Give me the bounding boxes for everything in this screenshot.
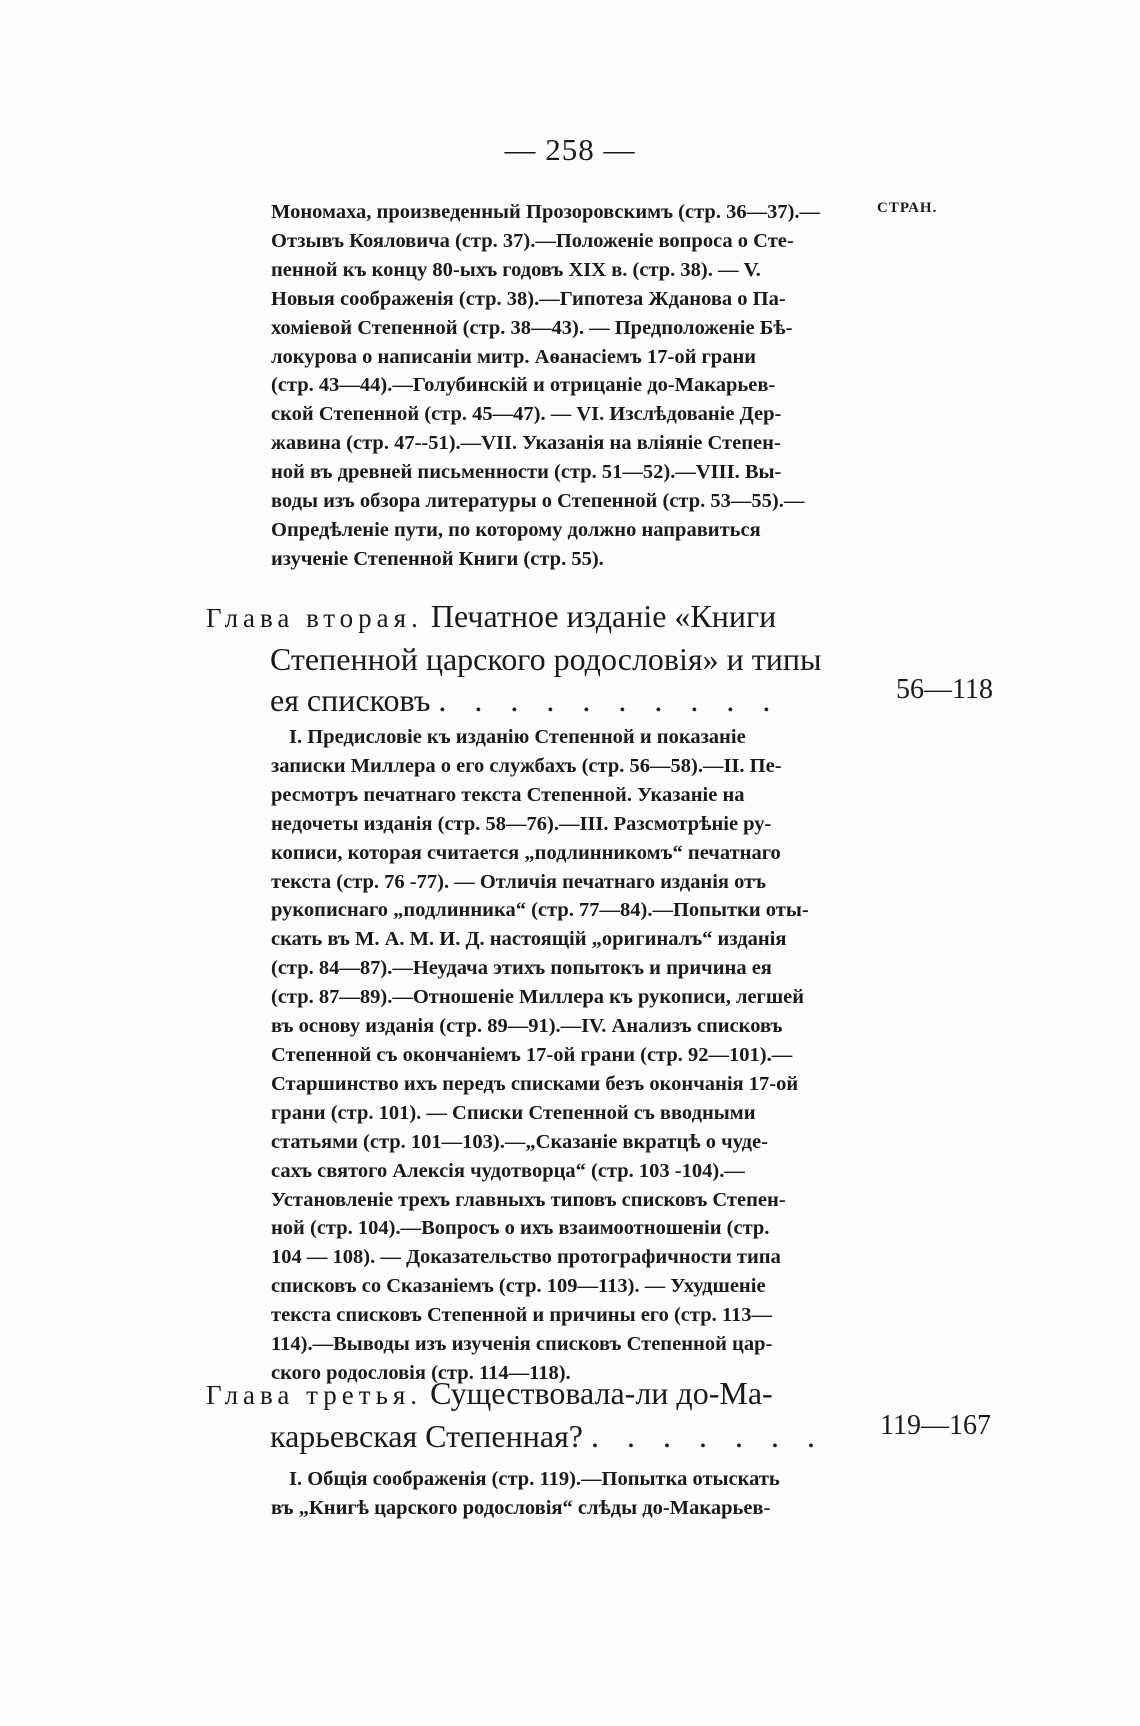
text-line: текста списковъ Степенной и причины его (стр. 113— bbox=[271, 1304, 772, 1327]
chapter-two-title-start: Печатное изданіе «Книги bbox=[430, 598, 777, 634]
chapter-two-pages: 56—118 bbox=[896, 674, 993, 705]
text-line: Мономаха, произведенный Прозоровскимъ (стр. 36—37).— bbox=[271, 201, 821, 223]
chapter-two-heading bbox=[206, 596, 856, 721]
text-line: рукописнаго „подлинника“ (стр. 77—84).—Попытки оты- bbox=[271, 899, 809, 922]
text-line: Степенной съ окончаніемъ 17-ой грани (стр. 92—101).— bbox=[271, 1043, 793, 1066]
text-line: статьями (стр. 101—103).—„Сказаніе вкратцѣ о чуде- bbox=[271, 1130, 768, 1153]
text-line: (стр. 43—44).—Голубинскій и отрицаніе до-Макарьев- bbox=[271, 374, 776, 397]
chapter-three-pages: 119—167 bbox=[880, 1410, 991, 1441]
leader-dots: . . . . . . . . . . bbox=[438, 682, 781, 718]
text-line: 104 — 108). — Доказательство протографичности типа bbox=[271, 1246, 781, 1269]
text-line: ской Степенной (стр. 45—47). — VI. Изслѣдованіе Дер- bbox=[271, 403, 782, 426]
chapter-two-summary bbox=[271, 723, 859, 1388]
chapter-two-title-line-2: Степенной царского родословія» и типы bbox=[270, 641, 822, 677]
chapter-two-title-end: ея списковъ bbox=[270, 682, 431, 718]
text-line: текста (стр. 76 -77). — Отличія печатнаго изданія отъ bbox=[271, 870, 767, 893]
page-number: — 258 — bbox=[504, 132, 636, 167]
text-line: записки Миллера о его службахъ (стр. 56—58).—II. Пе- bbox=[271, 754, 782, 777]
text-line: I. Общія соображенія (стр. 119).—Попытка отыскать bbox=[289, 1468, 780, 1490]
text-line: Опредѣленіе пути, по которому должно направиться bbox=[271, 518, 761, 541]
chapter-three-summary bbox=[271, 1465, 859, 1523]
text-line: I. Предисловіе къ изданію Степенной и показаніе bbox=[289, 726, 746, 748]
chapter-three-title-line-1 bbox=[206, 1373, 856, 1416]
text-line: недочеты изданія (стр. 58—76).—III. Разсмотрѣніе ру- bbox=[271, 812, 772, 835]
chapter-three-label: Глава третья. bbox=[206, 1380, 423, 1410]
text-line: въ „Книгѣ царского родословія“ слѣды до-Макарьев- bbox=[271, 1496, 771, 1519]
text-line: ского родословія (стр. 114—118). bbox=[271, 1361, 571, 1384]
chapter-two-title-line-3 bbox=[206, 680, 856, 721]
chapter-two-label: Глава вторая. bbox=[206, 603, 423, 633]
chapter-three-title-end: карьевская Степенная? bbox=[270, 1418, 583, 1454]
text-line: Старшинство ихъ передъ списками безъ окончанія 17-ой bbox=[271, 1072, 799, 1095]
text-line: ной (стр. 104).—Вопросъ о ихъ взаимоотношеніи (стр. bbox=[271, 1217, 770, 1240]
text-line: локурова о написаніи митр. Аѳанасіемъ 17-ой грани bbox=[271, 345, 757, 368]
text-line: воды изъ обзора литературы о Степенной (стр. 53—55).— bbox=[271, 490, 805, 513]
text-line: изученіе Степенной Книги (стр. 55). bbox=[271, 547, 604, 570]
leader-dots: . . . . . . . bbox=[590, 1418, 825, 1454]
text-line: Установленіе трехъ главныхъ типовъ списковъ Степен- bbox=[271, 1188, 786, 1211]
text-line: скать въ М. А. М. И. Д. настоящій „оригиналъ“ изданія bbox=[271, 928, 787, 951]
text-line: списковъ со Сказаніемъ (стр. 109—113). — Ухудшеніе bbox=[271, 1275, 766, 1298]
pages-column-header: СТРАН. bbox=[877, 200, 938, 216]
text-line: сахъ святого Алексія чудотворца“ (стр. 103 -104).— bbox=[271, 1159, 745, 1182]
text-line: Отзывъ Кояловича (стр. 37).—Положеніе вопроса о Сте- bbox=[271, 229, 794, 252]
text-line: ресмотръ печатнаго текста Степенной. Указаніе на bbox=[271, 783, 745, 806]
intro-paragraph bbox=[271, 198, 859, 574]
text-line: Новыя соображенія (стр. 38).—Гипотеза Жданова о Па- bbox=[271, 287, 786, 310]
text-line: ной въ древней письменности (стр. 51—52).—VIII. Вы- bbox=[271, 461, 782, 484]
chapter-three-heading bbox=[206, 1373, 856, 1457]
chapter-three-title-start: Существовала-ли до-Ма- bbox=[430, 1375, 773, 1411]
text-line: пенной къ концу 80-ыхъ годовъ XIX в. (стр. 38). — V. bbox=[271, 258, 761, 281]
text-line: хоміевой Степенной (стр. 38—43). — Предположеніе Бѣ- bbox=[271, 316, 793, 339]
text-line: грани (стр. 101). — Списки Степенной съ вводными bbox=[271, 1101, 756, 1124]
text-line: кописи, которая считается „подлинникомъ“ печатнаго bbox=[271, 841, 781, 864]
text-line: въ основу изданія (стр. 89—91).—IV. Анализъ списковъ bbox=[271, 1015, 783, 1038]
chapter-three-title-line-2 bbox=[206, 1416, 856, 1457]
chapter-two-title-line-1 bbox=[206, 596, 856, 639]
text-line: жавина (стр. 47--51).—VII. Указанія на вліяніе Степен- bbox=[271, 432, 781, 455]
text-line: (стр. 84—87).—Неудача этихъ попытокъ и причина ея bbox=[271, 957, 772, 980]
text-line: (стр. 87—89).—Отношеніе Миллера къ рукописи, легшей bbox=[271, 986, 805, 1009]
text-line: 114).—Выводы изъ изученія списковъ Степенной цар- bbox=[271, 1333, 773, 1356]
